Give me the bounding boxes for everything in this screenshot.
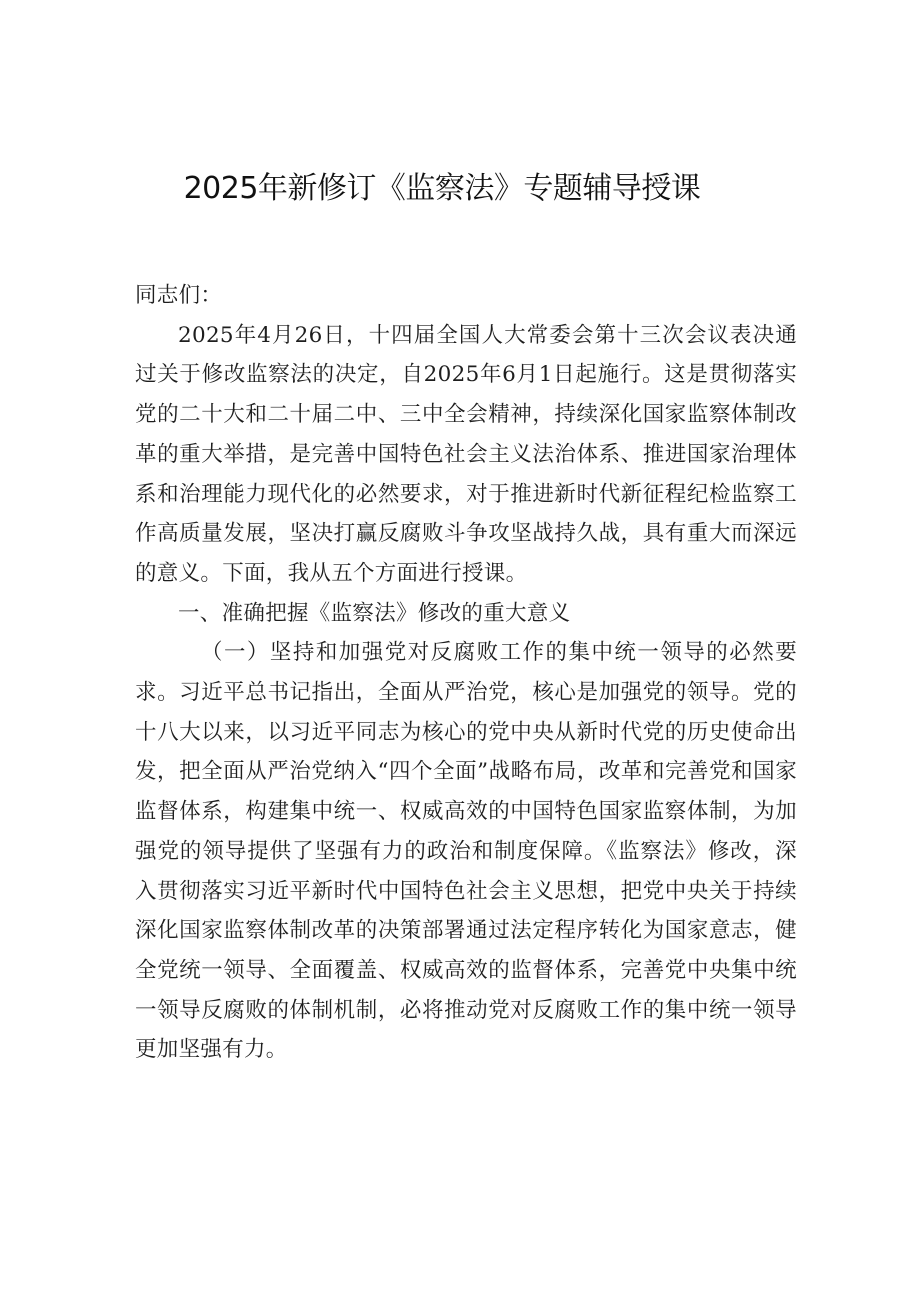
section-heading: 一、准确把握《监察法》修改的重大意义 — [178, 600, 571, 626]
document-body — [135, 276, 797, 1070]
salutation: 同志们： — [135, 283, 223, 308]
subsection-paragraph: （一）坚持和加强党对反腐败工作的集中统一领导的必然要求。习近平总书记指出，全面从严治党，核心是加强党的领导。党的十八大以来，以习近平同志为核心的党中央从新时代党的历史使命出发，把全面从严治党纳入“四个全面”战略布局，改革和完善党和国家监督体系，构建集中统一、权威高效的中国特色国家监察体制，为加强党的领导提供了坚强有力的政治和制度保障。《监察法》修改，深入贯彻落实习近平新时代中国特色社会主义思想，把党中央关于持续深化国家监察体制改革的决策部署通过法定程序转化为国家意志，健全党统一领导、全面覆盖、权威高效的监督体系，完善党中央集中统一领导反腐败的体制机制，必将推动党对反腐败工作的集中统一领导更加坚强有力。 — [135, 640, 797, 1063]
document-title: 2025年新修订《监察法》专题辅导授课 — [183, 171, 701, 206]
intro-paragraph: 2025年4月26日，十四届全国人大常委会第十三次会议表决通过关于修改监察法的决定，自2025年6月1日起施行。这是贯彻落实党的二十大和二十届二中、三中全会精神，持续深化国家监察体制改革的重大举措，是完善中国特色社会主义法治体系、推进国家治理体系和治理能力现代化的必然要求，对于推进新时代新征程纪检监察工作高质量发展，坚决打赢反腐败斗争攻坚战持久战，具有重大而深远的意义。下面，我从五个方面进行授课。 — [135, 322, 797, 586]
